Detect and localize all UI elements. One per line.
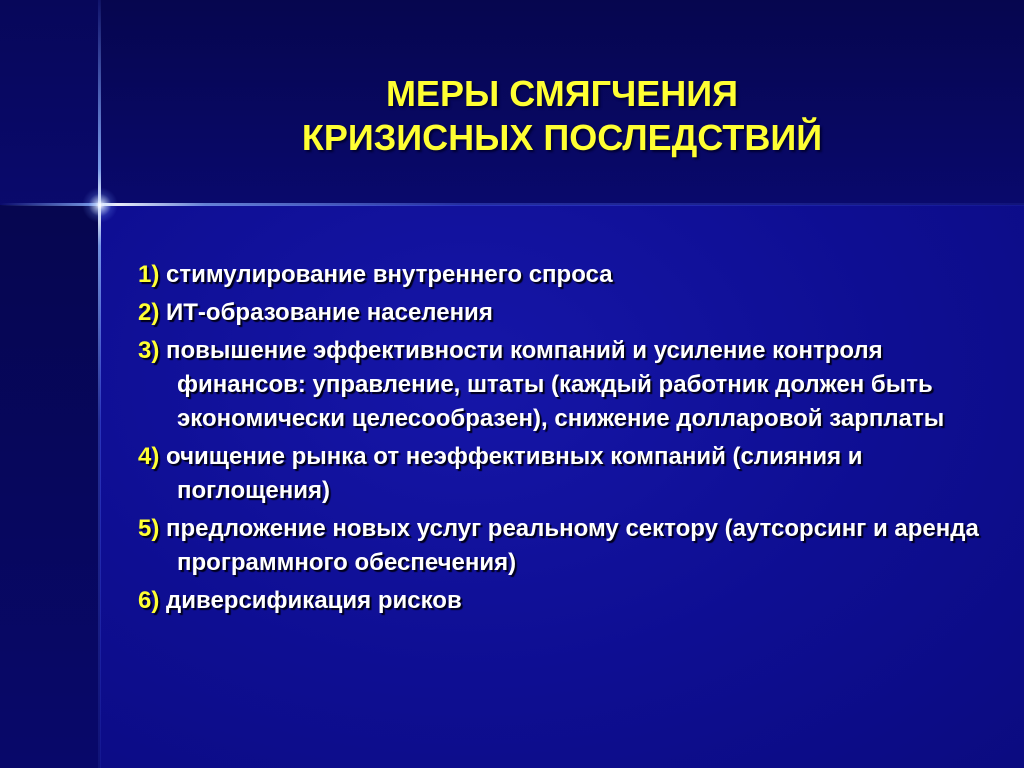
item-text: диверсификация рисков: [166, 587, 462, 614]
star-flare-icon: [82, 187, 118, 223]
item-number: 6): [138, 587, 160, 614]
list-item: [138, 258, 998, 292]
horizontal-light-line: [0, 203, 1024, 206]
list-item: [138, 512, 998, 580]
title-line-1: МЕРЫ СМЯГЧЕНИЯ: [385, 73, 739, 114]
list-item: [138, 296, 998, 330]
item-text: очищение рынка от неэффективных компаний (слияния и поглощения): [166, 443, 863, 504]
list-item: [138, 440, 998, 508]
item-number: 3): [138, 337, 160, 364]
item-number: 1): [138, 261, 160, 288]
item-text: стимулирование внутреннего спроса: [166, 261, 613, 288]
title-line-2: КРИЗИСНЫХ ПОСЛЕДСТВИЙ: [301, 117, 823, 158]
item-number: 4): [138, 443, 160, 470]
item-text: повышение эффективности компаний и усиление контроля финансов: управление, штаты (каждый работник должен быть экономически целесообразен), снижение долларовой зарплаты: [166, 337, 945, 432]
left-band: [0, 205, 100, 768]
list-item: [138, 334, 998, 436]
item-number: 2): [138, 299, 160, 326]
list-item: [138, 584, 998, 618]
item-text: предложение новых услуг реальному сектору (аутсорсинг и аренда программного обеспечения): [166, 515, 979, 576]
measures-list: [138, 258, 998, 622]
item-text: ИТ-образование населения: [166, 299, 493, 326]
slide-title: [100, 72, 1024, 160]
item-number: 5): [138, 515, 160, 542]
